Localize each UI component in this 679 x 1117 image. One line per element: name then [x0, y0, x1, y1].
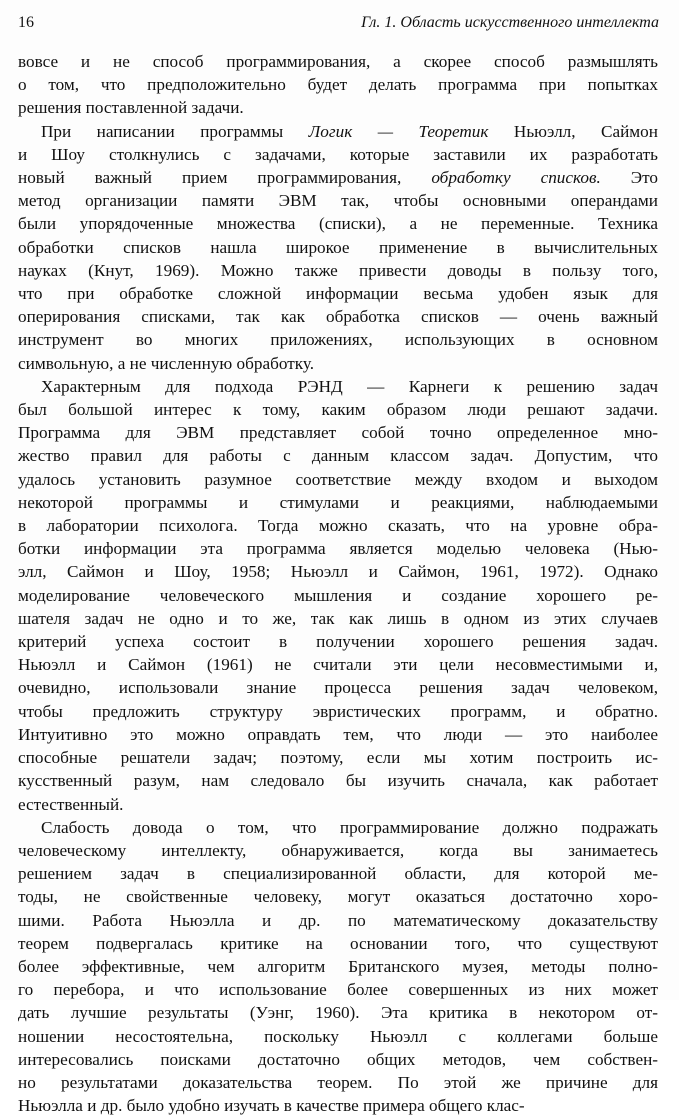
text-line: вовсе и не способ программирования, а скорее способ размышлять — [18, 52, 658, 71]
text-line: При написании программы Логик — Теоретик Ньюэлл, Саймон — [41, 121, 658, 141]
text-line: теорем подвергалась критике на основании того, что существуют — [18, 933, 658, 953]
text-line: символьную, а не численную обработку. — [18, 353, 315, 373]
text-line: дать лучшие результаты (Уэнг, 1960). Эта критика в некотором от- — [18, 1003, 658, 1023]
text-line: Характерным для подхода РЭНД — Карнеги к решению задач — [41, 376, 658, 396]
text-line: оперирования списками, так как обработка списков — очень важный — [18, 307, 658, 327]
text-line: тоды, не свойственные человеку, могут оказаться достаточно хоро- — [18, 887, 658, 907]
text-line: интересовались поисками достаточно общих методов, чем собствен- — [18, 1049, 658, 1069]
text-line: критерий успеха состоит в получении хорошего решения задач. — [18, 632, 658, 652]
text-line: но результатами доказательства теорем. По этой же причине для — [18, 1072, 658, 1092]
text-line: более эффективные, чем алгоритм Британского музея, методы полно- — [18, 956, 658, 976]
text-line: го перебора, и что использование более совершенных из них может — [18, 980, 658, 1000]
page-header — [18, 10, 659, 36]
paragraph — [18, 816, 658, 1117]
text-line: обработки списков нашла широкое применение в вычислительных — [18, 237, 658, 257]
text-line: был большой интерес к тому, каким образом люди решают задачи. — [18, 400, 658, 420]
text-line: ботки информации эта программа является моделью человека (Нью- — [18, 539, 658, 559]
text-line: Слабость довода о том, что программирование должно подражать — [41, 817, 658, 837]
text-line: и Шоу столкнулись с задачами, которые заставили их разработать — [18, 144, 658, 164]
text-line: ношении несостоятельна, поскольку Ньюэлл с коллегами больше — [18, 1026, 658, 1046]
page-number: 16 — [18, 14, 34, 31]
paragraph — [18, 120, 658, 375]
text-line: Интуитивно это можно оправдать тем, что люди — это наиболее — [18, 724, 658, 744]
text-line: решением задач в специализированной области, для которой ме- — [18, 864, 658, 884]
italic-term: обработку списков. — [431, 168, 601, 188]
text-line: Программа для ЭВМ представляет собой точно определенное мно- — [18, 423, 658, 443]
text-line: новый важный прием программирования, обработку списков. Это — [18, 168, 658, 188]
text-line: инструмент во многих приложениях, использующих в основном — [18, 330, 658, 350]
text-line: метод организации памяти ЭВМ так, чтобы основными операндами — [18, 191, 658, 211]
text-line: Ньюэлл и Саймон (1961) не считали эти цели несовместимыми и, — [18, 655, 658, 675]
text-line: человеческому интеллекту, обнаруживается, когда вы занимаетесь — [18, 840, 658, 860]
text-line: чтобы предложить структуру эвристических программ, и обратно. — [18, 701, 658, 721]
text-line: моделирование человеческого мышления и создание хорошего ре- — [18, 585, 658, 605]
text-line: что при обработке сложной информации весьма удобен язык для — [18, 284, 658, 304]
text-line: элл, Саймон и Шоу, 1958; Ньюэлл и Саймон, 1961, 1972). Однако — [18, 562, 658, 582]
text-line: кусственный разум, нам следовало бы изучить сначала, как работает — [18, 771, 658, 791]
text-line: науках (Кнут, 1969). Можно также привести доводы в пользу того, — [18, 260, 658, 280]
text-line: некоторой программы и стимулами и реакциями, наблюдаемыми — [18, 492, 658, 512]
text-line: жество правил для работы с данным классом задач. Допустим, что — [18, 446, 658, 466]
text-line: шателя задач не одно и то же, так как лишь в одном из этих случаев — [18, 608, 658, 628]
text-line: способные решатели задач; поэтому, если мы хотим построить ис- — [18, 748, 658, 768]
text-line: Ньюэлла и др. было удобно изучать в качестве примера общего клас- — [18, 1096, 525, 1116]
text-line: в лаборатории психолога. Тогда можно сказать, что на уровне обра- — [18, 516, 658, 536]
body-text — [18, 50, 658, 1117]
paragraph — [18, 375, 658, 816]
text-line: удалось установить разумное соответствие между входом и выходом — [18, 469, 658, 489]
text-line: были упорядоченные множества (списки), а не переменные. Техника — [18, 214, 658, 234]
text-line: о том, что предположительно будет делать программа при попытках — [18, 75, 658, 95]
running-head: Гл. 1. Область искусственного интеллекта — [361, 14, 659, 31]
italic-term: Логик — Теоретик — [308, 121, 489, 141]
text-line: естественный. — [18, 794, 124, 814]
text-line: очевидно, использовали знание процесса решения задач человеком, — [18, 678, 658, 698]
text-line: решения поставленной задачи. — [18, 98, 244, 118]
paragraph — [18, 50, 658, 120]
text-line: шими. Работа Ньюэлла и др. по математическому доказательству — [18, 910, 658, 930]
